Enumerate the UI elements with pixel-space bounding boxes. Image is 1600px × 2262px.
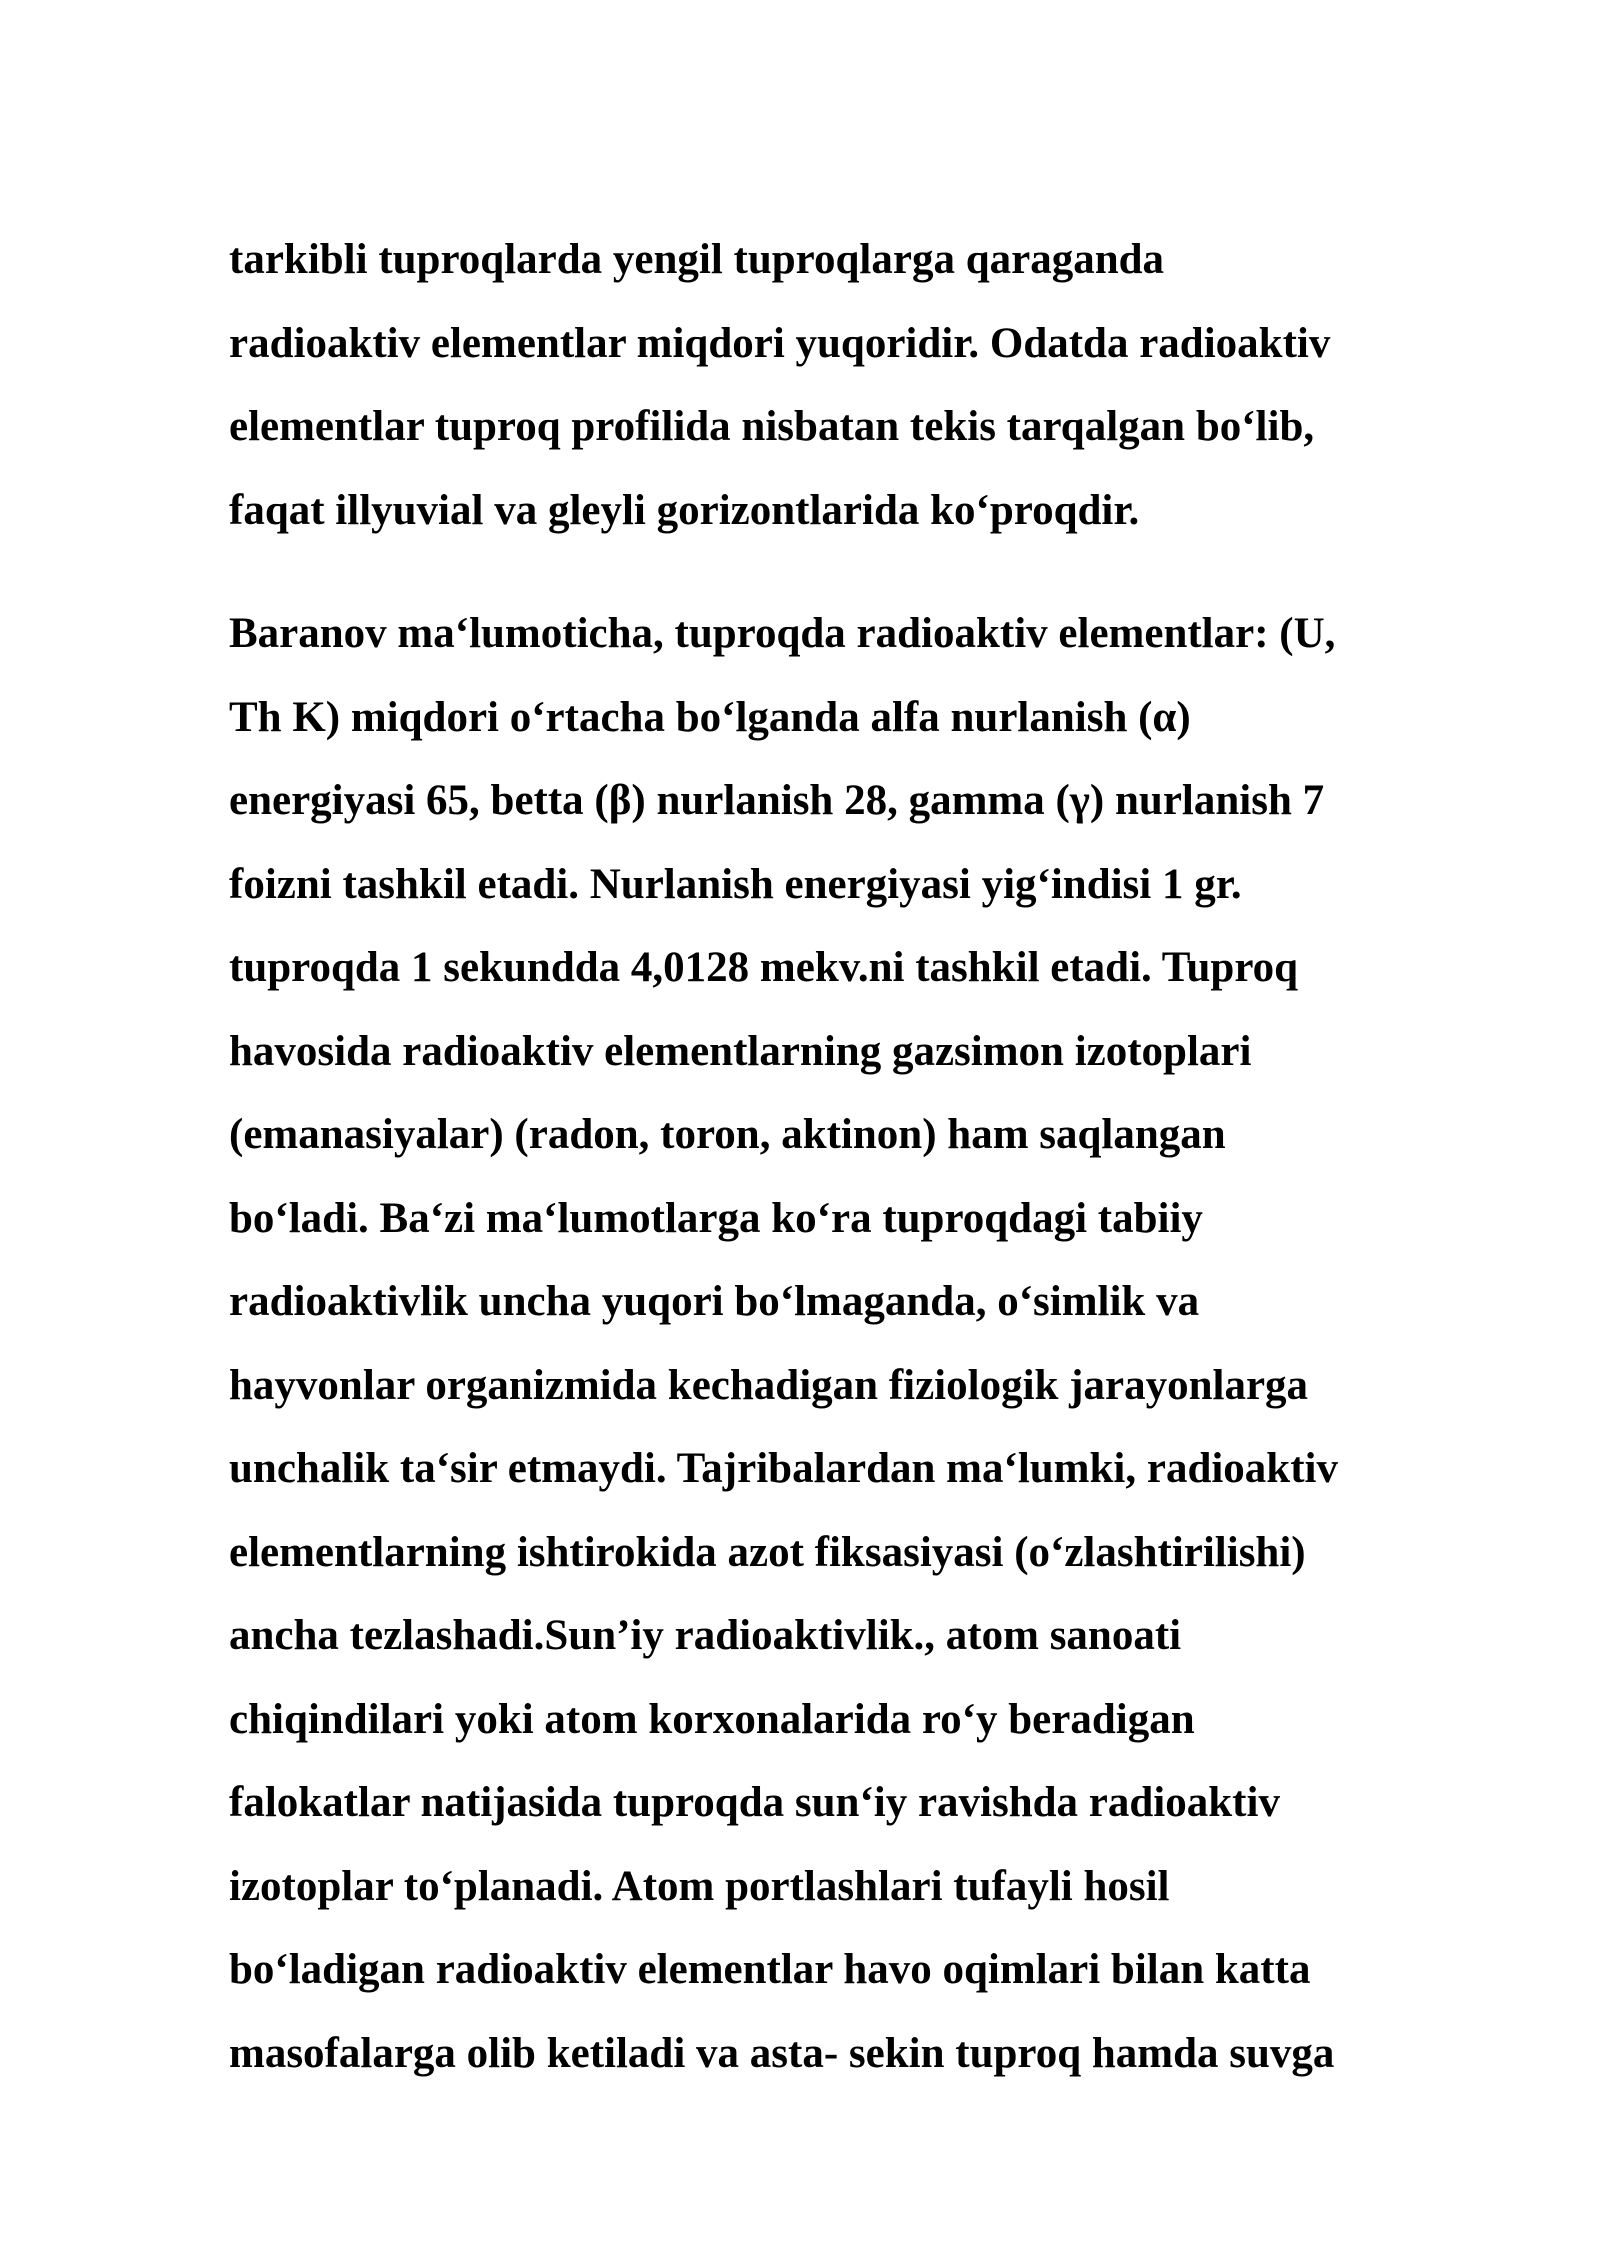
text-line: tuproqda 1 sekundda 4,0128 mekv.ni tashkil etadi. Tuproq bbox=[229, 944, 1299, 991]
text-line: chiqindilari yoki atom korxonalarida ro‘y beradigan bbox=[229, 1695, 1195, 1743]
text-line: izotoplar to‘planadi. Atom portlashlari tufayli hosil bbox=[229, 1862, 1170, 1910]
text-line: bo‘ladigan radioaktiv elementlar havo oqimlari bilan katta bbox=[229, 1946, 1311, 1993]
text-line: elementlarning ishtirokida azot fiksasiyasi (o‘zlashtirilishi) bbox=[229, 1528, 1306, 1576]
text-line: radioaktivlik uncha yuqori bo‘lmaganda, o‘simlik va bbox=[229, 1278, 1200, 1325]
text-line: falokatlar natijasida tuproqda sun‘iy ravishda radioaktiv bbox=[229, 1779, 1280, 1826]
paragraph-baranov-data bbox=[229, 592, 1519, 2095]
text-line: ancha tezlashadi.Sun’iy radioaktivlik., atom sanoati bbox=[229, 1612, 1182, 1659]
text-line: tarkibli tuproqlarda yengil tuproqlarga qaraganda bbox=[229, 236, 1165, 283]
text-line: unchalik ta‘sir etmaydi. Tajribalardan ma‘lumki, radioaktiv bbox=[229, 1445, 1338, 1492]
text-line: Th K) miqdori o‘rtacha bo‘lganda alfa nurlanish (α) bbox=[229, 693, 1191, 741]
text-line: havosida radioaktiv elementlarning gazsimon izotoplari bbox=[229, 1027, 1252, 1075]
text-line: faqat illyuvial va gleyli gorizontlarida ko‘proqdir. bbox=[229, 486, 1140, 534]
text-line: masofalarga olib ketiladi va asta- sekin tuproq hamda suvga bbox=[229, 2029, 1335, 2077]
text-line: elementlar tuproq profilida nisbatan tekis tarqalgan bo‘lib, bbox=[229, 403, 1315, 450]
text-line: (emanasiyalar) (radon, toron, aktinon) ham saqlangan bbox=[229, 1111, 1226, 1158]
text-line: bo‘ladi. Ba‘zi ma‘lumotlarga ko‘ra tuproqdagi tabiiy bbox=[229, 1194, 1203, 1242]
paragraph-radioactive-distribution bbox=[229, 218, 1519, 552]
text-line: foizni tashkil etadi. Nurlanish energiyasi yig‘indisi 1 gr. bbox=[229, 860, 1242, 908]
text-line: Baranov ma‘lumoticha, tuproqda radioaktiv elementlar: (U, bbox=[229, 610, 1336, 657]
text-line: hayvonlar organizmida kechadigan fiziologik jarayonlarga bbox=[229, 1361, 1309, 1409]
text-line: energiyasi 65, betta (β) nurlanish 28, gamma (γ) nurlanish 7 bbox=[229, 777, 1325, 824]
text-line: radioaktiv elementlar miqdori yuqoridir. Odatda radioaktiv bbox=[229, 319, 1331, 367]
